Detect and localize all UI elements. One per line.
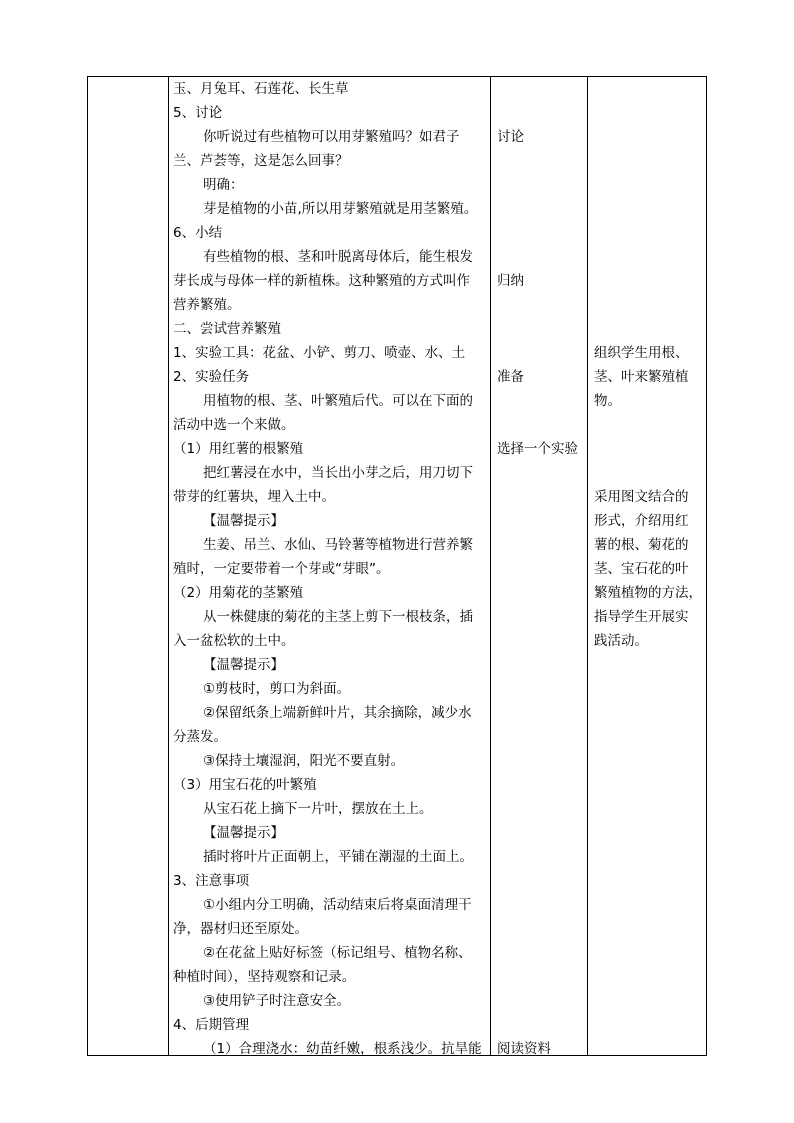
content-line: 6、小结 <box>173 225 223 241</box>
column-divider <box>490 77 491 1055</box>
content-line: 分蒸发。 <box>173 729 227 745</box>
content-line: 净，器材归还至原处。 <box>173 921 308 937</box>
intent-line: 薯的根、菊花的 <box>594 537 689 553</box>
content-line: 生姜、吊兰、水仙、马铃薯等植物进行营养繁 <box>203 537 473 553</box>
content-line: 3、注意事项 <box>173 873 250 889</box>
tip-heading: 【温馨提示】 <box>203 825 284 841</box>
activity-label: 选择一个实验 <box>497 441 578 457</box>
content-line: 入一盆松软的土中。 <box>173 633 295 649</box>
intent-line: 茎、宝石花的叶 <box>594 561 689 577</box>
content-line: 芽长成与母体一样的新植株。这种繁殖的方式叫作 <box>173 273 470 289</box>
content-line: 营养繁殖。 <box>173 297 241 313</box>
content-line: （3）用宝石花的叶繁殖 <box>173 777 317 793</box>
content-line: ②保留纸条上端新鲜叶片，其余摘除，减少水 <box>203 705 472 721</box>
intent-line: 形式，介绍用红 <box>594 513 689 529</box>
content-line: （1）合理浇水：幼苗纤嫩，根系浅少。抗旱能 <box>203 1041 482 1057</box>
content-line: 兰、芦荟等，这是怎么回事？ <box>173 153 349 169</box>
content-line: 插时将叶片正面朝上，平铺在潮湿的土面上。 <box>203 849 473 865</box>
content-line: ②在花盆上贴好标签（标记组号、植物名称、 <box>203 945 472 961</box>
intent-line: 物。 <box>594 393 621 409</box>
content-line: 2、实验任务 <box>173 369 250 385</box>
tip-heading: 【温馨提示】 <box>203 657 284 673</box>
activity-label: 阅读资料 <box>497 1041 551 1057</box>
content-line: 种植时间），坚持观察和记录。 <box>173 969 356 985</box>
section-heading: 二、尝试营养繁殖 <box>173 321 281 337</box>
content-line: （2）用菊花的茎繁殖 <box>173 585 304 601</box>
activity-label: 准备 <box>497 369 524 385</box>
content-line: 活动中选一个来做。 <box>173 417 295 433</box>
content-line: 4、后期管理 <box>173 1017 250 1033</box>
intent-line: 践活动。 <box>594 633 648 649</box>
content-line: 有些植物的根、茎和叶脱离母体后，能生根发 <box>203 249 473 265</box>
content-line: 明确： <box>203 177 244 193</box>
intent-line: 采用图文结合的 <box>594 489 689 505</box>
content-line: 芽是植物的小苗,所以用芽繁殖就是用茎繁殖。 <box>203 201 478 217</box>
activity-label: 归纳 <box>497 273 524 289</box>
content-line: 你听说过有些植物可以用芽繁殖吗？如君子 <box>203 129 460 145</box>
intent-line: 繁殖植物的方法， <box>594 585 702 601</box>
content-line: 把红薯浸在水中，当长出小芽之后，用刀切下 <box>203 465 473 481</box>
content-line: ③使用铲子时注意安全。 <box>203 993 351 1009</box>
content-line: 从宝石花上摘下一片叶，摆放在土上。 <box>203 801 433 817</box>
activity-label: 讨论 <box>497 129 524 145</box>
content-line: ①小组内分工明确，活动结束后将桌面清理干 <box>203 897 472 913</box>
content-line: 1、实验工具：花盆、小铲、剪刀、喷壶、水、土 <box>173 345 466 361</box>
content-line: 用植物的根、茎、叶繁殖后代。可以在下面的 <box>203 393 473 409</box>
content-line: （1）用红薯的根繁殖 <box>173 441 304 457</box>
content-line: 5、讨论 <box>173 105 223 121</box>
lesson-table <box>87 76 707 1056</box>
column-divider <box>168 77 169 1055</box>
content-line: 带芽的红薯块，埋入土中。 <box>173 489 335 505</box>
column-divider <box>587 77 588 1055</box>
intent-line: 茎、叶来繁殖植 <box>594 369 689 385</box>
content-line: ①剪枝时，剪口为斜面。 <box>203 681 351 697</box>
tip-heading: 【温馨提示】 <box>203 513 284 529</box>
content-line: 玉、月兔耳、石莲花、长生草 <box>173 81 349 97</box>
content-line: 殖时，一定要带着一个芽或“芽眼”。 <box>173 561 390 577</box>
intent-line: 组织学生用根、 <box>594 345 689 361</box>
intent-line: 指导学生开展实 <box>594 609 689 625</box>
content-line: 从一株健康的菊花的主茎上剪下一根枝条，插 <box>203 609 473 625</box>
content-line: ③保持土壤湿润，阳光不要直射。 <box>203 753 405 769</box>
